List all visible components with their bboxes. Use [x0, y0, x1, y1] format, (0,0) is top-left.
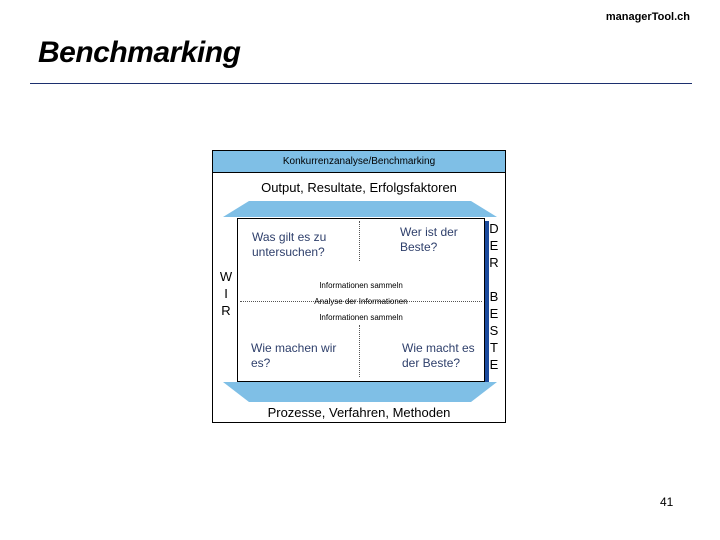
brand-name: managerTool.ch — [605, 11, 690, 23]
vertical-label-wir — [219, 268, 233, 319]
letter: B — [489, 289, 499, 304]
letter: R — [221, 303, 231, 318]
center-line-3: Informationen sammeln — [319, 313, 403, 322]
output-label: Output, Resultate, Erfolgsfaktoren — [261, 180, 457, 195]
letter: E — [489, 357, 499, 372]
process-label: Prozesse, Verfahren, Methoden — [267, 405, 451, 420]
vertical-divider-top — [359, 221, 360, 261]
vertical-label-beste — [487, 288, 501, 373]
letter: W — [219, 269, 233, 284]
center-line-1: Informationen sammeln — [319, 281, 403, 290]
benchmarking-diagram — [212, 150, 506, 423]
quadrant-box — [237, 218, 485, 382]
center-line-2: Analyse der Informationen — [314, 297, 408, 306]
question-top-right: Wer ist der Beste? — [400, 225, 458, 254]
arrow-up-icon — [223, 201, 497, 217]
letter: S — [489, 323, 499, 338]
title-divider — [30, 83, 692, 84]
page-title: Benchmarking — [38, 36, 241, 69]
vertical-label-der — [487, 220, 501, 271]
diagram-header: Konkurrenzanalyse/Benchmarking — [213, 151, 505, 173]
arrow-down-icon — [223, 382, 497, 402]
page-number: 41 — [660, 495, 674, 509]
letter: E — [489, 238, 499, 253]
letter: I — [224, 286, 228, 301]
vertical-divider-bottom — [359, 325, 360, 377]
question-bottom-left: Wie machen wir es? — [251, 341, 337, 370]
letter: E — [489, 306, 499, 321]
letter: R — [489, 255, 499, 270]
question-bottom-right: Wie macht es der Beste? — [402, 341, 475, 370]
letter: D — [489, 221, 499, 236]
letter: T — [490, 340, 498, 355]
question-top-left: Was gilt es zu untersuchen? — [252, 230, 327, 259]
